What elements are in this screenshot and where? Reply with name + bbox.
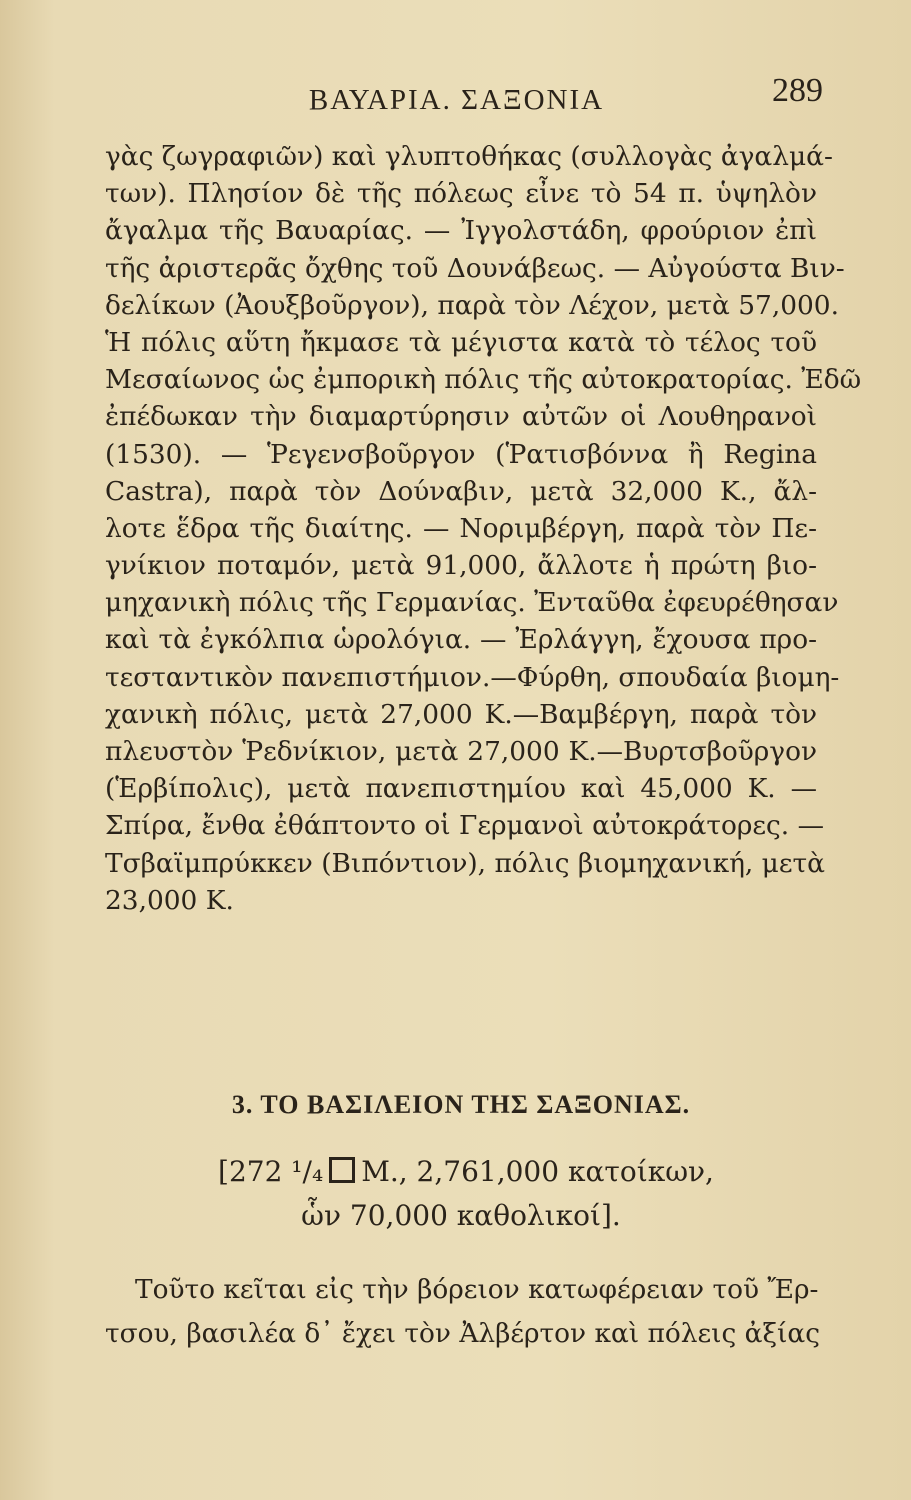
- text-line: Μεσαίωνος ὡς ἐμπορικὴ πόλις τῆς αὐτοκρατορίας. Ἐδῶ: [105, 364, 862, 396]
- text-line: Castra), παρὰ τὸν Δούναβιν, μετὰ 32,000 Κ., ἄλ-: [105, 475, 817, 507]
- text-line: μηχανικὴ πόλις τῆς Γερμανίας. Ἐνταῦθα ἐφευρέθησαν: [105, 587, 839, 619]
- text-line: Τσβαϊμπρύκκεν (Βιπόντιον), πόλις βιομηχανική, μετὰ: [105, 847, 825, 879]
- text-line: τῆς ἀριστερᾶς ὄχθης τοῦ Δουνάβεως. — Αὐγούστα Βιν-: [105, 252, 845, 284]
- text-line: ἐπέδωκαν τὴν διαμαρτύρησιν αὐτῶν οἱ Λουθηρανοὶ: [105, 401, 817, 433]
- intro-paragraph: [105, 1268, 820, 1356]
- text-line: γὰς ζωγραφιῶν) καὶ γλυπτοθήκας (συλλογὰς ἀγαλμά-: [105, 141, 833, 172]
- text-line: Ἡ πόλις αὕτη ἤκμασε τὰ μέγιστα κατὰ τὸ τέλος τοῦ: [105, 326, 817, 358]
- text-line: Σπίρα, ἔνθα ἐθάπτοντο οἱ Γερμανοὶ αὐτοκράτορες. —: [105, 810, 824, 842]
- text-line: (Ἑρβίπολις), μετὰ πανεπιστημίου καὶ 45,000 Κ. —: [105, 773, 817, 805]
- text-line: (1530). — Ῥεγενσβοῦργον (Ῥατισβόννα ἢ Regina: [105, 438, 817, 470]
- square-mile-icon: [329, 1157, 355, 1183]
- text-line: χανικὴ πόλις, μετὰ 27,000 Κ.—Βαμβέργη, παρὰ τὸν: [105, 698, 817, 730]
- text-line: λοτε ἕδρα τῆς διαίτης. — Νοριμβέργη, παρὰ τὸν Πε-: [105, 512, 817, 544]
- text-line: καὶ τὰ ἐγκόλπια ὡρολόγια. — Ἐρλάγγη, ἔχουσα προ-: [105, 624, 817, 656]
- text-line: Τοῦτο κεῖται εἰς τὴν βόρειον κατωφέρειαν τοῦ Ἔρ-: [135, 1274, 819, 1305]
- stats-line-2: ὧν 70,000 καθολικοί].: [301, 1199, 621, 1232]
- population-value: Μ., 2,761,000 κατοίκων,: [361, 1155, 714, 1188]
- text-line: πλευστὸν Ῥεδνίκιον, μετὰ 27,000 Κ.—Βυρτσβοῦργον: [105, 736, 817, 767]
- text-line: ἄγαλμα τῆς Βαυαρίας. — Ἰγγολστάδη, φρούριον ἐπὶ: [105, 215, 817, 247]
- page-header: [90, 72, 823, 122]
- text-line: τεσταντικὸν πανεπιστήμιον.—Φύρθη, σπουδαία βιομη-: [105, 661, 840, 693]
- text-line: 23,000 Κ.: [105, 884, 234, 916]
- page-number: 289: [772, 72, 823, 109]
- running-title: ΒΑΥΑΡΙΑ. ΣΑΞΟΝΙΑ: [308, 84, 605, 116]
- text-line: γνίκιον ποταμόν, μετὰ 91,000, ἄλλοτε ἡ πρώτη βιο-: [105, 550, 817, 582]
- body-text: [105, 138, 862, 919]
- area-value: [272 ¹/₄: [218, 1155, 324, 1188]
- section-stats: [105, 1150, 817, 1238]
- section-heading: 3. ΤΟ ΒΑΣΙΛΕΙΟΝ ΤΗΣ ΣΑΞΟΝΙΑΣ.: [231, 1090, 691, 1119]
- text-line: δελίκων (Ἀουξβοῦργον), παρὰ τὸν Λέχον, μετὰ 57,000.: [105, 289, 839, 321]
- text-line: των). Πλησίον δὲ τῆς πόλεως εἶνε τὸ 54 π. ὑψηλὸν: [105, 178, 817, 210]
- text-line: τσου, βασιλέα δ᾽ ἔχει τὸν Ἀλβέρτον καὶ πόλεις ἀξίας: [105, 1318, 820, 1349]
- stats-line-1: [105, 1150, 817, 1194]
